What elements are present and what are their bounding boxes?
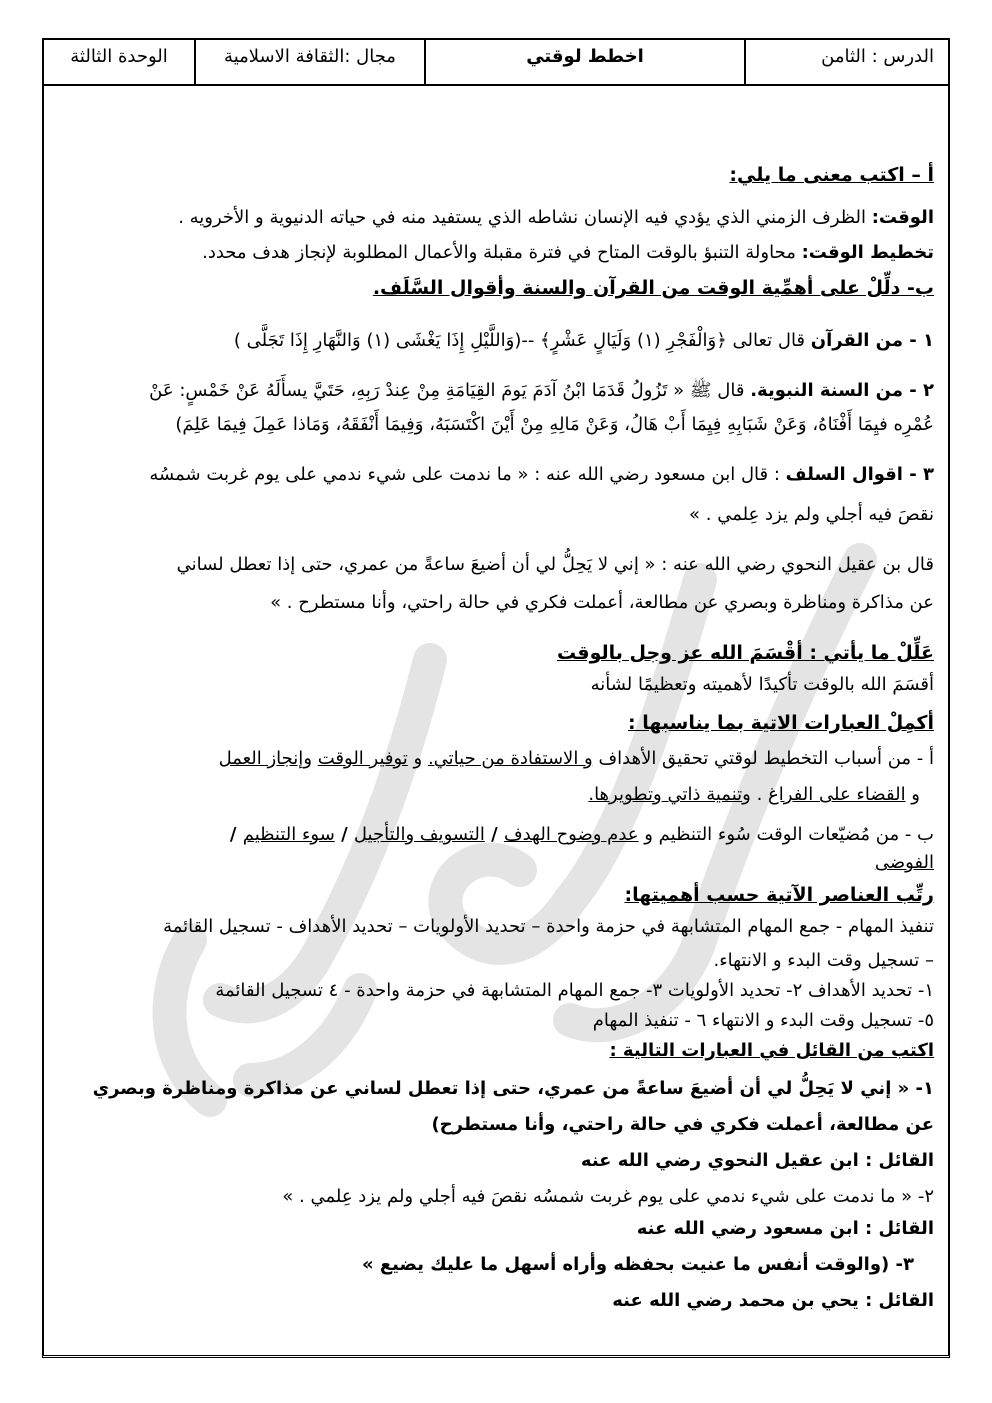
salaf-text-1: : قال ابن مسعود رضي الله عنه : « ما ندمت على شيء ندمي على يوم غربت شمسُه xyxy=(149,464,786,485)
speakers-a3: القائل : يحي بن محمد رضي الله عنه xyxy=(612,1290,934,1311)
planning-def: محاولة التنبؤ بالوقت المتاح في فترة مقبلة والأعمال المطلوبة لإنجاز هدف محدد. xyxy=(202,242,802,263)
planning-definition xyxy=(202,240,934,266)
order-items-2: – تسجيل وقت البدء و الانتهاء. xyxy=(713,950,934,971)
complete-b-sep3: / xyxy=(229,824,243,845)
sunnah-label: ٢ - من السنة النبوية. xyxy=(750,380,934,401)
complete-b-fill4: الفوضى xyxy=(874,852,934,873)
complete-a-mid: و xyxy=(407,748,428,769)
complete-a2-mid: . و xyxy=(742,784,769,805)
speakers-a1: القائل : ابن عقيل النحوي رضي الله عنه xyxy=(580,1150,934,1171)
complete-a2-fill2: تنمية ذاتي وتطويرها. xyxy=(588,784,743,805)
order-answer-1: ١- تحديد الأهداف ٢- تحديد الأولويات ٣- جمع المهام المتشابهة في حزمة واحدة - ٤ تسجيل القائمة xyxy=(215,980,934,1001)
sunnah-evidence-line1 xyxy=(149,378,934,404)
complete-heading: أكمِلْ العبارات الاتية بما يناسبها : xyxy=(628,712,934,734)
order-answer-2: ٥- تسجيل وقت البدء و الانتهاء ٦ - تنفيذ المهام xyxy=(592,1010,934,1031)
quran-evidence xyxy=(234,328,934,354)
complete-a-line1 xyxy=(219,746,934,772)
speakers-q3: ٣- (والوقت أنفس ما عنيت بحفظه وأراه أسهل ما عليك يضيع » xyxy=(361,1254,914,1275)
speakers-q1-line2: عن مطالعة، أعملت فكري في حالة راحتي، وأنا مستطرح) xyxy=(431,1114,934,1135)
complete-b-fill2: التسويف والتأجيل xyxy=(353,824,485,845)
quran-label: ١ - من القرآن xyxy=(810,330,934,351)
complete-a-and2: و xyxy=(303,748,318,769)
complete-a2-fill1: القضاء على الفراغ xyxy=(768,784,906,805)
complete-a2-and: و xyxy=(905,784,920,805)
complete-a-line2 xyxy=(588,782,920,808)
quran-text: قال تعالى ﴿وَالْفَجْرِ (١) وَلَيَالٍ عَشْرٍ﴾ --(وَاللَّيْلِ إِذَا يَغْشَى (١) وَالنَّهَارِ إِذَا تَجَلَّى ) xyxy=(233,330,811,351)
header-lesson: الدرس : الثامن xyxy=(744,40,948,84)
explain-answer: أقسَمَ الله بالوقت تأكيدًا لأهميته وتعظيمًا لشأنه xyxy=(590,674,934,695)
complete-b-fill1: عدم وضوح الهدف xyxy=(503,824,639,845)
salaf-evidence-line1 xyxy=(149,462,934,488)
speakers-q1-line1: ١- « إني لا يَحِلُّ لي أن أضيعَ ساعةً من عمري، حتى إذا تعطل لساني عن مذاكرة ومناظرة وبصري xyxy=(92,1078,934,1099)
complete-b-fill3: سوء التنظيم xyxy=(242,824,335,845)
header-title: اخطط لوقتي xyxy=(424,40,744,84)
complete-a-prefix: أ - من أسباب التخطيط لوقتي تحقيق الأهداف xyxy=(592,748,934,769)
complete-a-fill2: توفير الوقت xyxy=(317,748,408,769)
complete-b-sep2: / xyxy=(334,824,354,845)
salaf-text-2: نقصَ فيه أجلي ولم يزد عِلمي . » xyxy=(689,504,934,525)
time-definition xyxy=(178,205,934,231)
sunnah-text-2: عُمْرِه فيِمَا أَفْنَاهُ، وَعَنْ شَبَابِهِ فِيِمَا أَبْ هَالُ، وَعَنْ مَالِهِ مِنْ أَيْنَ اكْتَسَبَهُ، وَفِيمَا أَنْفَقَهُ، وَمَاذا عَمِلَ فِيمَا عَلِمَ) xyxy=(175,414,934,435)
sunnah-text-1: قال ﷺ « تَزُولُ قَدَمَا ابْنُ آدَمَ يَومَ القِيَامَةِ مِنْ عِندْ رَبِهِ، حَتَيَّ يسأَلَهُ عَنْ خَمْسٍ: عَنْ xyxy=(149,380,751,401)
complete-a-and1: و xyxy=(578,748,593,769)
speakers-heading: اكتب من القائل في العبارات التالية : xyxy=(609,1040,934,1061)
order-items-1: تنفيذ المهام - جمع المهام المتشابهة في حزمة واحدة – تحديد الأولويات – تحديد الأهداف - تسجيل القائمة xyxy=(163,916,934,937)
time-term: الوقت: xyxy=(871,207,934,228)
complete-a-fill1: الاستفادة من حياتي. xyxy=(427,748,579,769)
complete-b-sep1: / xyxy=(484,824,504,845)
complete-b-line1 xyxy=(230,822,934,848)
speakers-a2: القائل : ابن مسعود رضي الله عنه xyxy=(636,1218,934,1239)
complete-a-fill3: إنجاز العمل xyxy=(218,748,304,769)
explain-heading: عَلِّلْ ما يأتي : أقْسَمَ الله عز وجل بالوقت xyxy=(557,642,934,664)
order-heading: رتِّب العناصر الآتية حسب أهميتها: xyxy=(624,884,934,906)
complete-b-prefix: ب - من مُضيّعات الوقت سُوء التنظيم و xyxy=(638,824,934,845)
header-table xyxy=(44,40,948,86)
section-b-heading: ب- دلِّلْ على أهمِّية الوقت من القرآن والسنة وأقوال السَّلَف. xyxy=(372,277,934,299)
header-field: مجال :الثقافة الاسلامية xyxy=(194,40,424,84)
speakers-q2: ٢- « ما ندمت على شيء ندمي على يوم غربت شمسُه نقصَ فيه أجلي ولم يزد عِلمي . » xyxy=(282,1186,934,1207)
aqeel-quote-1: قال بن عقيل النحوي رضي الله عنه : « إني لا يَحِلُّ لي أن أضيعَ ساعةً من عمري، حتى إذا تعطل لساني xyxy=(176,554,934,575)
time-def: الظرف الزمني الذي يؤدي فيه الإنسان نشاطه الذي يستفيد منه في حياته الدنيوية و الأخرويه . xyxy=(178,207,872,228)
header-unit: الوحدة الثالثة xyxy=(70,46,168,67)
salaf-label: ٣ - اقوال السلف xyxy=(785,464,934,485)
section-a-heading: أ – اكتب معنى ما يلي: xyxy=(729,164,934,186)
planning-term: تخطيط الوقت: xyxy=(801,242,934,263)
aqeel-quote-2: عن مذاكرة ومناظرة وبصري عن مطالعة، أعملت فكري في حالة راحتي، وأنا مستطرح . » xyxy=(270,592,934,613)
